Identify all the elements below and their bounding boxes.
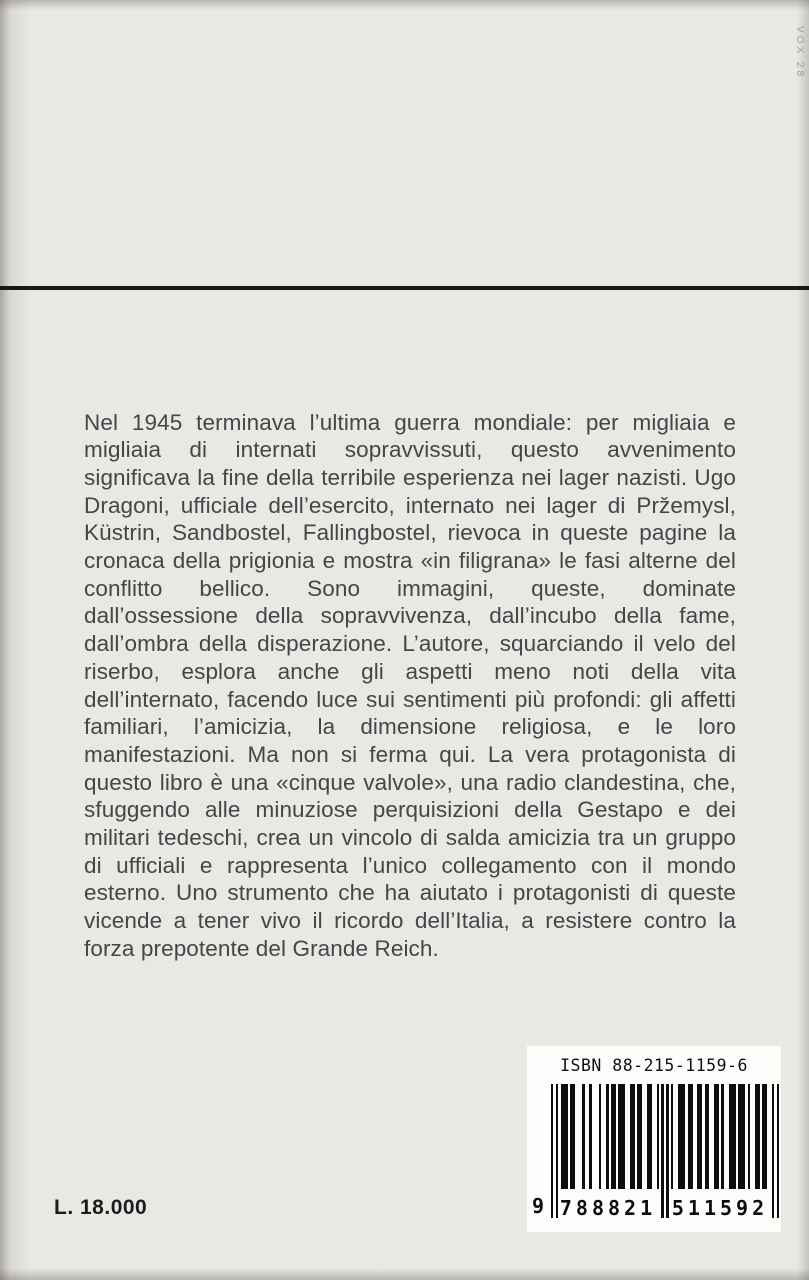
barcode-digits-right: 511592 [671,1196,769,1220]
edge-print-code: VOX 28 [794,26,805,80]
ean-barcode-bars [532,1084,779,1220]
synopsis-text: Nel 1945 terminava l’ultima guerra mondiale: per migliaia e migliaia di internati sopravvissuti, questo avvenimento significava la fine della terribile esperienza nei lager nazisti. Ugo Dragoni, ufficiale dell’esercito, internato nei lager di Pržemysl, Küstrin, Sandbostel, Fallingbostel, rievoca in queste pagine la cronaca della prigionia e mostra «in filigrana» le fasi alterne del conflitto bellico. Sono immagini, queste, dominate dall’ossessione della sopravvivenza, dall’incubo della fame, dall’ombra della disperazione. L’autore, squarciando il velo del riserbo, esplora anche gli aspetti meno noti della vita dell’internato, facendo luce sui sentimenti più profondi: gli affetti familiari, l’amicizia, la dimensione religiosa, e le loro manifestazioni. Ma non si ferma qui. La vera protagonista di questo libro è una «cinque valvole», una radio clandestina, che, sfuggendo alle minuziose perquisizioni della Gestapo e dei militari tedeschi, crea un vincolo di salda amicizia tra un gruppo di ufficiali e rappresenta l’unico collegamento con il mondo esterno. Uno strumento che ha aiutato i protagonisti di queste vicende a tener vivo il ricordo dell’Italia, a resistere contro la forza prepotente del Grande Reich. [84,409,736,961]
price-label: L. 18.000 [54,1196,148,1219]
isbn-barcode-panel [527,1046,781,1232]
isbn-label: ISBN 88-215-1159-6 [560,1056,748,1075]
barcode-digit-system: 9 [532,1194,545,1218]
barcode-digits-left: 788821 [559,1196,657,1220]
divider-rule [0,286,809,290]
